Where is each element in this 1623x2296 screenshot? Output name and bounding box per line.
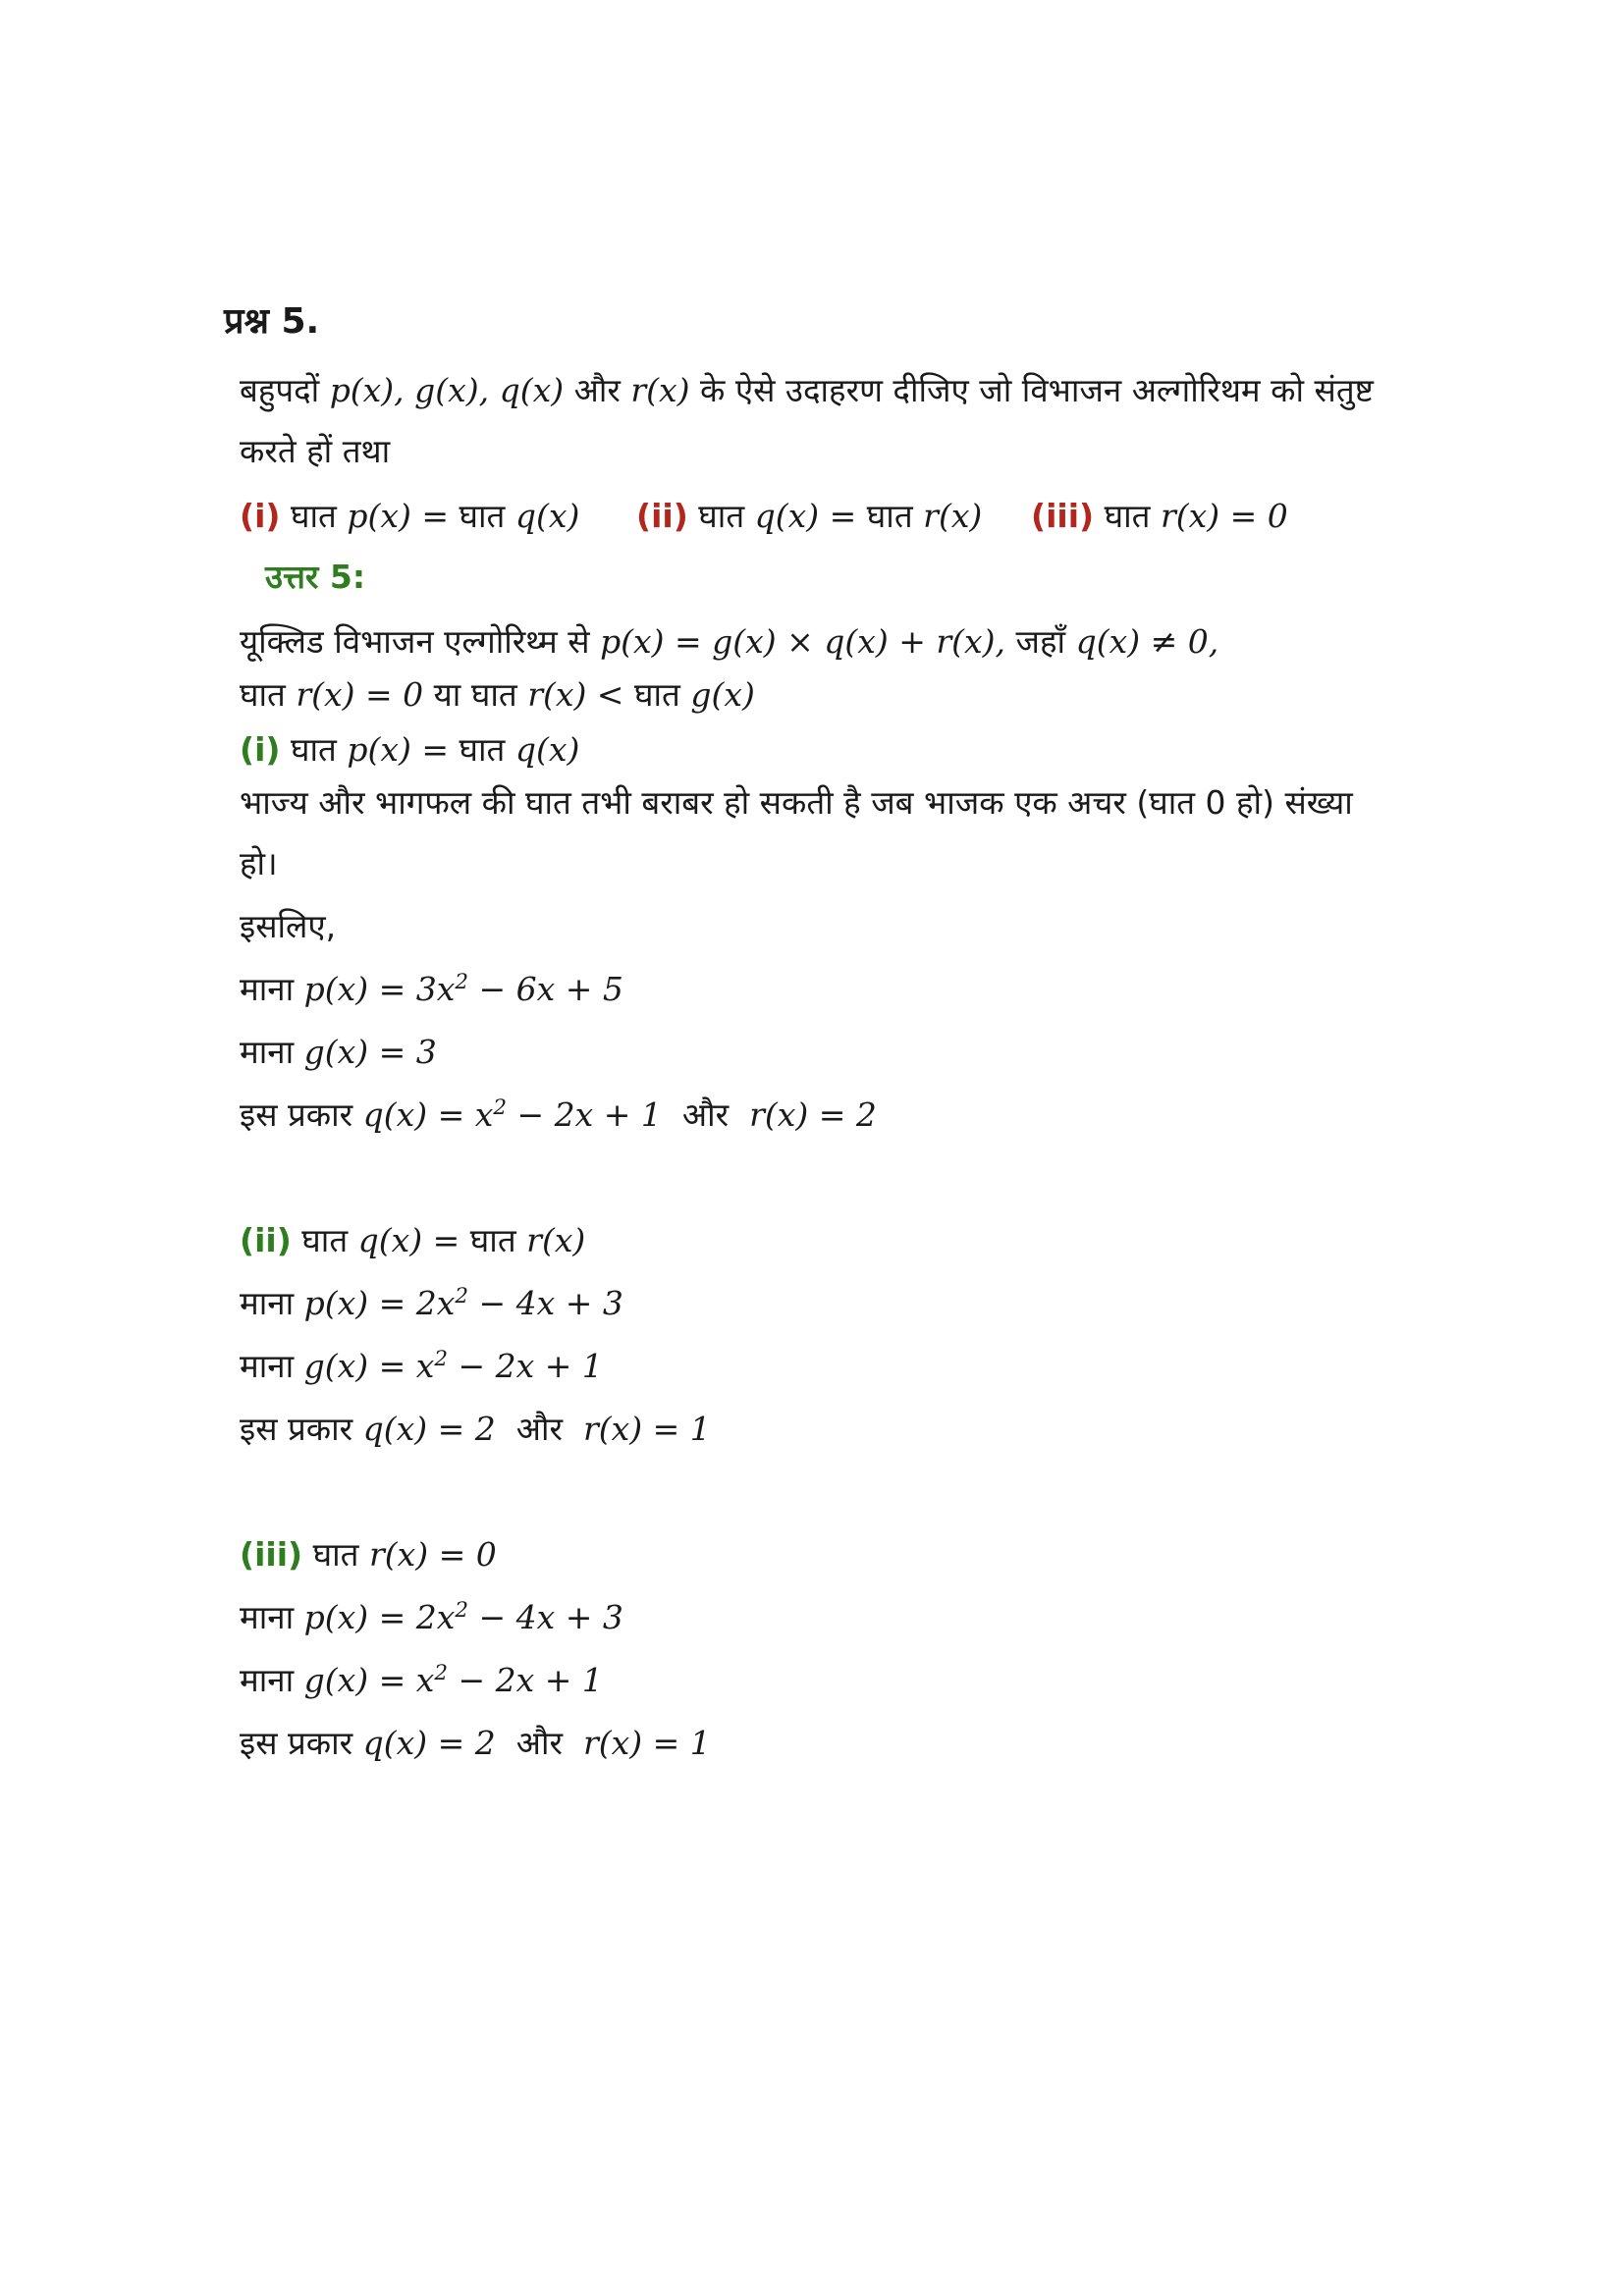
- part-text: घात: [698, 497, 745, 535]
- answer-text: माना: [240, 1284, 295, 1322]
- part-label: (i): [240, 497, 281, 535]
- answer-text: इस प्रकार: [240, 1095, 353, 1134]
- answer-intro-line-2: [240, 673, 755, 717]
- answer-part-ii-g: [240, 1345, 603, 1388]
- answer-text: माना: [240, 1661, 295, 1699]
- question-text: के ऐसे उदाहरण दीजिए जो विभाजन अल्गोरिथम को संतुष्ट: [700, 371, 1374, 409]
- part-label: (iii): [1031, 497, 1095, 535]
- answer-text: माना: [240, 1347, 295, 1385]
- math-expression: q(x) = 2: [362, 1724, 496, 1762]
- answer-text: घात: [312, 1535, 359, 1574]
- part-label: (ii): [636, 497, 688, 535]
- math-expression: r(x) = 1: [583, 1724, 711, 1762]
- math-expression: $p(x) = 2x^2 - 4x + 3$: [303, 1284, 623, 1322]
- answer-text: घात: [301, 1221, 349, 1259]
- answer-part-i-result: [240, 1094, 877, 1137]
- math-expression: r(x): [923, 497, 983, 535]
- answer-text: और: [515, 1410, 564, 1448]
- answer-part-i-explanation-1: भाज्य और भागफल की घात तभी बराबर हो सकती है जब भाजक एक अचर (घात 0 हो) संख्या: [240, 783, 1353, 822]
- answer-text: घात: [240, 675, 286, 714]
- part-text: घात: [290, 497, 337, 535]
- answer-part-i-therefore: इसलिए,: [240, 907, 337, 945]
- answer-part-i-explanation-2: हो।: [240, 844, 278, 882]
- math-expression: r(x): [630, 371, 690, 409]
- answer-part-ii-p: [240, 1282, 623, 1325]
- question-part-i: [240, 495, 579, 538]
- answer-text: यूक्लिड विभाजन एल्गोरिथ्म से: [240, 622, 590, 661]
- answer-part-ii-title: [240, 1219, 585, 1262]
- math-expression: p(x) =: [347, 730, 449, 769]
- math-expression: r(x) = 0: [296, 675, 424, 714]
- math-expression: r(x) <: [527, 675, 624, 714]
- part-label: (iii): [240, 1535, 303, 1574]
- question-part-ii: [636, 495, 982, 538]
- math-expression: q(x) =: [754, 497, 857, 535]
- answer-part-i-p: [240, 968, 623, 1011]
- question-text: बहुपदों: [240, 371, 320, 409]
- math-expression: p(x) = g(x) × q(x) + r(x),: [600, 622, 1006, 661]
- answer-intro-line-1: [240, 620, 1218, 664]
- question-line-2: करते हों तथा: [240, 432, 391, 470]
- answer-text: घात: [633, 675, 680, 714]
- math-expression: q(x) ≠ 0,: [1075, 622, 1219, 661]
- question-heading: प्रश्न 5.: [224, 301, 320, 342]
- answer-heading: उत्तर 5:: [265, 558, 366, 596]
- question-text: और: [573, 371, 621, 409]
- question-part-iii: [1031, 495, 1288, 538]
- math-expression: r(x) = 2: [749, 1095, 877, 1134]
- answer-text: घात: [459, 730, 506, 769]
- math-expression: r(x) = 0: [1160, 497, 1288, 535]
- answer-part-iii-result: [240, 1722, 711, 1765]
- math-expression: q(x): [514, 730, 580, 769]
- answer-part-iii-p: [240, 1596, 623, 1639]
- answer-text: माना: [240, 1598, 295, 1636]
- math-expression: g(x): [690, 675, 755, 714]
- answer-text: माना: [240, 1033, 295, 1071]
- math-expression: r(x) = 1: [583, 1410, 711, 1448]
- math-expression: q(x) =: [357, 1221, 460, 1259]
- part-text: घात: [1104, 497, 1151, 535]
- answer-part-i-g: [240, 1031, 437, 1074]
- answer-part-i-title: [240, 728, 579, 772]
- answer-part-iii-g: [240, 1659, 603, 1702]
- answer-text: घात: [290, 730, 337, 769]
- part-text: घात: [866, 497, 913, 535]
- math-expression: r(x): [526, 1221, 586, 1259]
- math-expression: q(x) = 2: [362, 1410, 496, 1448]
- answer-part-iii-title: [240, 1533, 497, 1576]
- answer-part-ii-result: [240, 1408, 711, 1451]
- math-expression: $p(x) = 2x^2 - 4x + 3$: [303, 1598, 623, 1636]
- math-expression: $p(x) = 3x^2 - 6x + 5$: [303, 970, 623, 1008]
- answer-text: और: [515, 1724, 564, 1762]
- math-expression: p(x), g(x), q(x): [329, 371, 565, 409]
- part-text: घात: [459, 497, 506, 535]
- answer-text: घात: [469, 1221, 516, 1259]
- math-expression: $g(x) = x^2 - 2x + 1$: [303, 1661, 603, 1699]
- answer-text: माना: [240, 970, 295, 1008]
- part-label: (ii): [240, 1221, 292, 1259]
- math-expression: r(x) = 0: [368, 1535, 497, 1574]
- answer-text: या घात: [433, 675, 517, 714]
- answer-text: इस प्रकार: [240, 1410, 353, 1448]
- math-expression: q(x): [514, 497, 580, 535]
- part-label: (i): [240, 730, 281, 769]
- math-expression: p(x) =: [347, 497, 449, 535]
- math-expression: $q(x) = x^2 - 2x + 1$: [362, 1095, 662, 1134]
- math-expression: $g(x) = x^2 - 2x + 1$: [303, 1347, 603, 1385]
- question-line-1: [240, 369, 1374, 412]
- math-expression: g(x) = 3: [303, 1033, 437, 1071]
- answer-text: जहाँ: [1015, 622, 1066, 661]
- answer-text: इस प्रकार: [240, 1724, 353, 1762]
- answer-text: और: [681, 1095, 730, 1134]
